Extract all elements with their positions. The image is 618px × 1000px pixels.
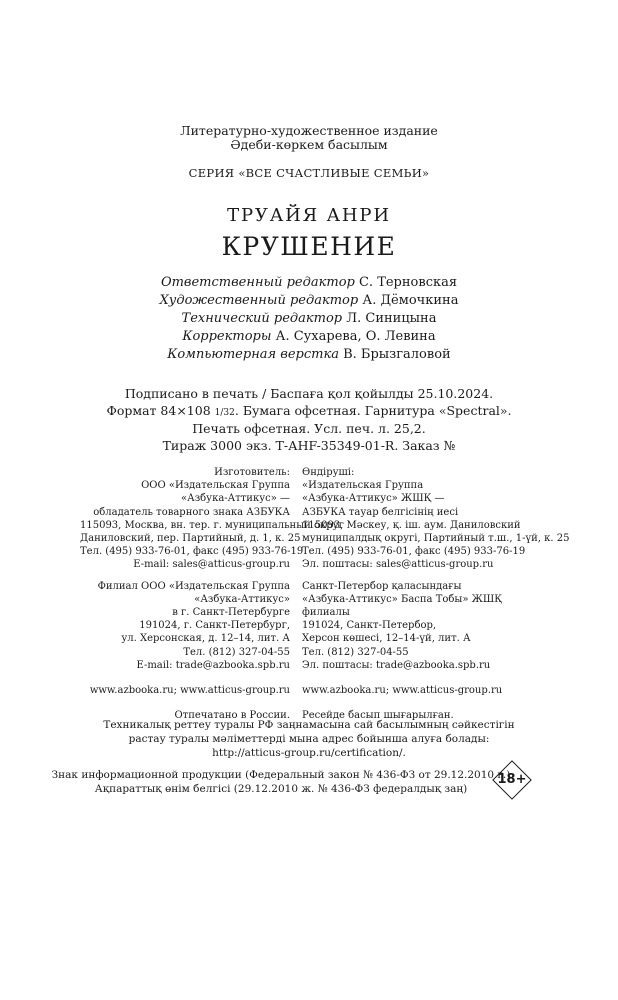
format-line: Формат 84×108 1/32. Бумага офсетная. Гарнитура «Spectral». xyxy=(106,402,512,418)
branch-line: в г. Санкт-Петербурге xyxy=(172,607,290,619)
book-author: ТРУАЙЯ АНРИ xyxy=(227,205,391,226)
edition-type-kz: Әдеби-көркем басылым xyxy=(230,137,388,152)
manufacturer-line: 115093, Мәскеу, қ. іш. аум. Даниловский xyxy=(302,519,521,531)
printed-in-kz: Ресейде басып шығарылған. xyxy=(302,710,454,722)
branch-email: E-mail: trade@azbooka.spb.ru xyxy=(136,659,290,671)
credit-name: В. Брызгаловой xyxy=(343,347,451,362)
manufacturer-line: Өндіруші: xyxy=(302,467,355,478)
manufacturer-email: Эл. поштасы: sales@atticus-group.ru xyxy=(302,559,494,571)
credit-role: Компьютерная верстка xyxy=(167,347,339,362)
branch-line: Санкт-Петербор қаласындағы xyxy=(302,580,462,592)
credit-name: Л. Синицына xyxy=(346,311,437,326)
branch-line: 191024, Санкт-Петербор, xyxy=(302,620,437,632)
manufacturer-line: «Издательская Группа xyxy=(302,480,424,492)
credit-role: Художественный редактор xyxy=(159,293,359,308)
branch-line: Тел. (812) 327-04-55 xyxy=(302,646,409,658)
credit-name: С. Терновская xyxy=(358,275,458,290)
info-sign-kz: Ақпараттық өнім белгісі (29.12.2010 ж. № 436-ФЗ федералдық заң) xyxy=(94,783,468,795)
credit-role: Ответственный редактор xyxy=(160,275,355,290)
info-sign-ru: Знак информационной продукции (Федеральный закон № 436-ФЗ от 29.12.2010 г.) xyxy=(51,769,511,781)
branch-line: «Азбука-Аттикус» xyxy=(194,593,290,605)
manufacturer-line: Даниловский, пер. Партийный, д. 1, к. 25 xyxy=(80,533,301,545)
edition-header xyxy=(0,124,618,152)
age-rating-badge xyxy=(492,760,532,800)
age-rating-label: 18+ xyxy=(497,772,527,787)
credit-line xyxy=(0,292,618,310)
manufacturer-line: «Азбука-Аттикус» ЖШҚ — xyxy=(302,493,445,505)
manufacturer-line: муниципалдық округі, Партийный т.ш., 1-үй, к. 25 xyxy=(302,533,570,545)
printed-in-ru: Отпечатано в России. xyxy=(174,710,290,722)
signed-line: Подписано в печать / Баспаға қол қойылды 25.10.2024. xyxy=(124,386,494,401)
manufacturer-line: АЗБУКА тауар белгісінің иесі xyxy=(302,506,459,518)
credit-role: Технический редактор xyxy=(181,311,343,326)
credit-name: А. Дёмочкина xyxy=(362,293,459,308)
certification-line: растау туралы мәліметтерді мына адрес бойынша алуға болады: xyxy=(128,733,490,745)
certification-info xyxy=(0,718,618,760)
manufacturer-email: E-mail: sales@atticus-group.ru xyxy=(133,559,290,571)
branch-email: Эл. поштасы: trade@azbooka.spb.ru xyxy=(302,659,491,671)
branch-line: «Азбука-Аттикус» Баспа Тобы» ЖШҚ xyxy=(302,593,503,605)
credit-role: Корректоры xyxy=(182,329,272,344)
manufacturer-line: ООО «Издательская Группа xyxy=(141,480,290,492)
manufacturer-line: Изготовитель: xyxy=(214,467,290,478)
manufacturer-line: Тел. (495) 933-76-01, факс (495) 933-76-19 xyxy=(302,546,526,558)
branch-line: Херсон көшесі, 12–14-үй, лит. А xyxy=(302,633,471,645)
certification-line: Техникалық реттеу туралы РФ заңнамасына сай басылымның сәйкестігін xyxy=(103,719,515,731)
branch-line: 191024, г. Санкт-Петербург, xyxy=(139,620,290,632)
print-info xyxy=(0,386,618,454)
branch-line: Тел. (812) 327-04-55 xyxy=(183,646,290,658)
manufacturer-line: обладатель товарного знака АЗБУКА xyxy=(93,506,290,518)
edition-type-ru: Литературно-художественное издание xyxy=(180,123,438,138)
branch-line: ул. Херсонская, д. 12–14, лит. А xyxy=(121,633,290,645)
credit-name: А. Сухарева, О. Левина xyxy=(275,329,436,344)
credit-line xyxy=(0,346,618,364)
credit-line xyxy=(0,310,618,328)
run-line: Тираж 3000 экз. Т-АНF-35349-01-R. Заказ № xyxy=(162,437,456,453)
manufacturer-line: 115093, Москва, вн. тер. г. муниципальный округ xyxy=(80,519,344,531)
certification-url: http://atticus-group.ru/certification/. xyxy=(212,747,406,759)
credit-line xyxy=(0,274,618,292)
branch-line: филиалы xyxy=(302,607,350,619)
websites-kz: www.azbooka.ru; www.atticus-group.ru xyxy=(302,685,503,697)
credits-list xyxy=(0,274,618,364)
book-title: КРУШЕНИЕ xyxy=(221,232,397,261)
series-name: СЕРИЯ «ВСЕ СЧАСТЛИВЫЕ СЕМЬИ» xyxy=(188,166,430,180)
manufacturer-line: «Азбука-Аттикус» — xyxy=(181,493,290,505)
manufacturer-kz xyxy=(302,466,570,722)
branch-line: Филиал ООО «Издательская Группа xyxy=(97,580,290,592)
websites-ru: www.azbooka.ru; www.atticus-group.ru xyxy=(89,685,290,697)
manufacturer-line: Тел. (495) 933-76-01, факс (495) 933-76-19 xyxy=(80,546,304,558)
format-fraction: 1/32 xyxy=(214,407,235,418)
printing-line: Печать офсетная. Усл. печ. л. 25,2. xyxy=(192,421,426,436)
credit-line xyxy=(0,328,618,346)
